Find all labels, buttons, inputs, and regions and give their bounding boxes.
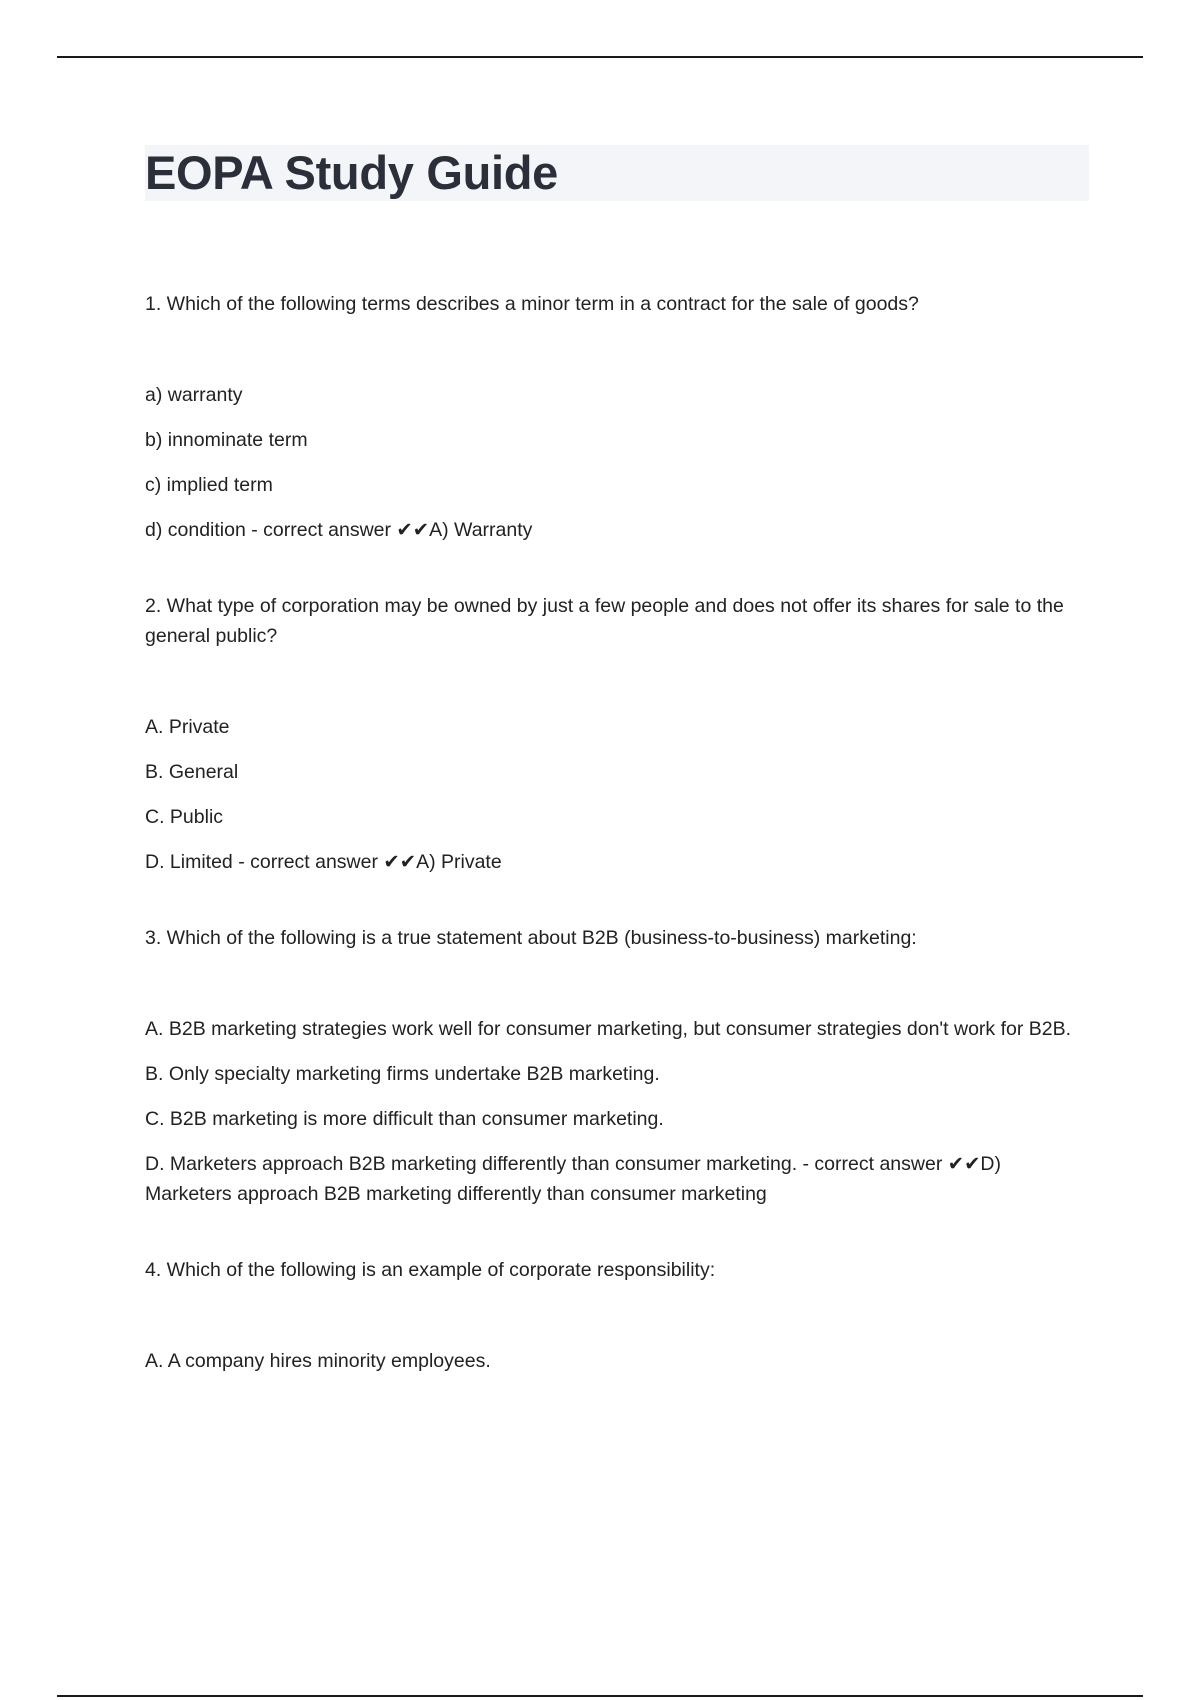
question-2-text: 2. What type of corporation may be owned by just a few people and does not offer its shares for sale to the general public? — [145, 595, 1064, 647]
question-2-option-a: A. Private — [145, 716, 230, 738]
question-block-2 — [145, 591, 1089, 877]
question-1-text: 1. Which of the following terms describes a minor term in a contract for the sale of goods? — [145, 293, 919, 315]
question-block-3 — [145, 923, 1089, 1209]
document-title: EOPA Study Guide — [145, 146, 559, 199]
question-block-1 — [145, 289, 1089, 545]
question-1-options — [145, 380, 1089, 545]
question-1-option-b: b) innominate term — [145, 429, 308, 451]
question-2-options — [145, 712, 1089, 877]
question-3-option-c: C. B2B marketing is more difficult than consumer marketing. — [145, 1108, 664, 1130]
question-4-option-a: A. A company hires minority employees. — [145, 1350, 491, 1372]
question-3-text: 3. Which of the following is a true statement about B2B (business-to-business) marketing: — [145, 927, 917, 949]
question-3-option-a: A. B2B marketing strategies work well for consumer marketing, but consumer strategies don't work for B2B. — [145, 1018, 1072, 1040]
questions-list — [145, 289, 1089, 1422]
question-4-text: 4. Which of the following is an example of corporate responsibility: — [145, 1259, 716, 1281]
question-2-option-b: B. General — [145, 761, 239, 783]
question-1-option-a: a) warranty — [145, 384, 243, 406]
question-2-option-d: D. Limited - correct answer ✔✔A) Private — [145, 851, 502, 873]
question-2-option-c: C. Public — [145, 806, 224, 828]
question-1-option-d: d) condition - correct answer ✔✔A) Warranty — [145, 519, 533, 541]
question-3-option-d: D. Marketers approach B2B marketing differently than consumer marketing. - correct answer ✔✔D) Marketers approach B2B marketing differently than consumer marketing — [145, 1153, 1001, 1205]
question-block-4 — [145, 1255, 1089, 1376]
footer-rule — [57, 1695, 1143, 1697]
question-3-option-b: B. Only specialty marketing firms undertake B2B marketing. — [145, 1063, 660, 1085]
header-rule — [57, 56, 1143, 58]
question-3-options — [145, 1014, 1089, 1209]
question-4-options — [145, 1346, 1089, 1376]
question-1-option-c: c) implied term — [145, 474, 273, 496]
